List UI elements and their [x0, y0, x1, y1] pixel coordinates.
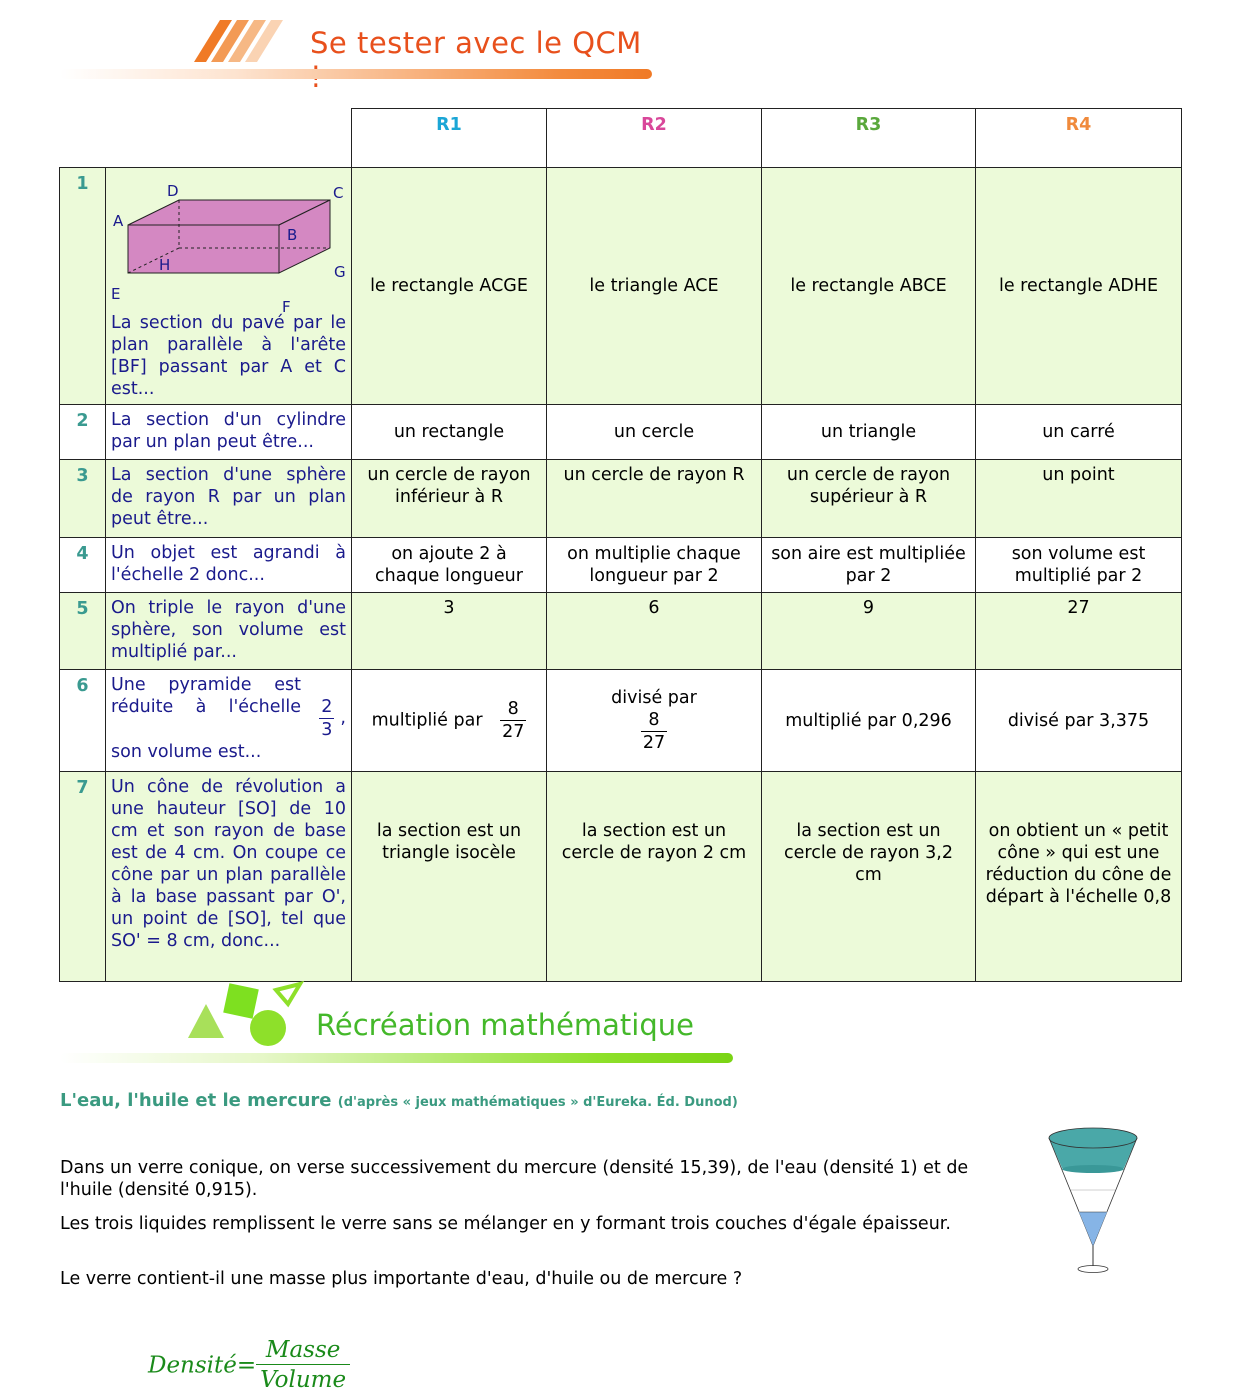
- answer-cell: le rectangle ADHE: [976, 168, 1182, 405]
- vertex-label-f: F: [282, 298, 291, 316]
- answer-fraction: $\frac{8}{27}$: [642, 710, 666, 753]
- answer-cell: la section est un cercle de rayon 3,2 cm: [762, 772, 976, 982]
- question-number: 6: [60, 670, 106, 772]
- header-r4: R4: [976, 109, 1182, 168]
- answer-cell: le triangle ACE: [547, 168, 762, 405]
- scale-fraction: $\frac{2}{3}$: [321, 697, 333, 740]
- qcm-banner: [60, 14, 660, 84]
- question-text-line3: son volume est...: [111, 742, 262, 762]
- banner-title: Se tester avec le QCM: [310, 26, 642, 60]
- question-text: La section d'une sphère de rayon R par un plan peut être...: [106, 460, 352, 538]
- answer-cell: 3: [352, 593, 547, 670]
- qcm-table: [59, 108, 1182, 982]
- comma: ,: [340, 708, 346, 728]
- vertex-label-a: A: [113, 212, 124, 230]
- recreation-title: Récréation mathématique: [316, 1008, 694, 1042]
- section-subtitle: L'eau, l'huile et le mercure (d'après « jeux mathématiques » d'Eureka. Éd. Dunod): [60, 1090, 738, 1111]
- vertex-label-g: G: [334, 263, 346, 281]
- answer-cell: multiplié par 0,296: [762, 670, 976, 772]
- answer-cell: un cercle de rayon R: [547, 460, 762, 538]
- answer-cell: 6: [547, 593, 762, 670]
- question-text: La section d'un cylindre par un plan peut être...: [106, 405, 352, 460]
- cuboid-figure: [106, 172, 346, 316]
- question-text: On triple le rayon d'une sphère, son volume est multiplié par...: [106, 593, 352, 670]
- answer-cell: on ajoute 2 à chaque longueur: [352, 538, 547, 593]
- conical-glass-icon: [1044, 1118, 1144, 1278]
- answer-cell: son aire est multipliée par 2: [762, 538, 976, 593]
- answer-cell: un cercle de rayon supérieur à R: [762, 460, 976, 538]
- table-row: [60, 405, 1182, 460]
- paragraph: Le verre contient-il une masse plus importante d'eau, d'huile ou de mercure ?: [60, 1269, 743, 1289]
- answer-cell: on obtient un « petit cône » qui est une réduction du cône de départ à l'échelle 0,8: [976, 772, 1182, 982]
- formula-fraction: $\frac{\text{Masse}}{\text{Volume}}$: [256, 1336, 350, 1395]
- vertex-label-c: C: [333, 184, 344, 202]
- table-row: [60, 538, 1182, 593]
- answer-cell: la section est un cercle de rayon 2 cm: [547, 772, 762, 982]
- answer-cell: un cercle: [547, 405, 762, 460]
- answer-cell: le rectangle ABCE: [762, 168, 976, 405]
- vertex-label-e: E: [111, 285, 121, 303]
- answer-cell: 27: [976, 593, 1182, 670]
- table-row: [60, 168, 1182, 405]
- answer-cell: un triangle: [762, 405, 976, 460]
- answer-cell: un point: [976, 460, 1182, 538]
- header-r3: R3: [762, 109, 976, 168]
- slashes-icon: [194, 18, 294, 64]
- cuboid-icon: [106, 172, 346, 312]
- answer-cell: divisé par $\frac{8}{27}$: [547, 670, 762, 772]
- paragraph: Dans un verre conique, on verse successivement du mercure (densité 15,39), de l'eau (densité 1) et de l'huile (densité 0,915).: [60, 1158, 969, 1200]
- header-r2: R2: [547, 109, 762, 168]
- header-r1: R1: [352, 109, 547, 168]
- table-row: [60, 593, 1182, 670]
- question-number: 1: [60, 168, 106, 405]
- question-cell: [106, 670, 352, 772]
- question-text: La section du pavé par le plan parallèle à l'arête [BF] passant par A et C est...: [111, 313, 346, 399]
- answer-fraction: $\frac{8}{27}$: [502, 699, 525, 742]
- question-cell: [106, 168, 352, 405]
- header-row: [60, 109, 1182, 168]
- question-number: 5: [60, 593, 106, 670]
- question-number: 2: [60, 405, 106, 460]
- paragraph: Les trois liquides remplissent le verre sans se mélanger en y formant trois couches d'égale épaisseur.: [60, 1214, 951, 1234]
- vertex-label-d: D: [167, 182, 179, 200]
- recreation-underline: [60, 1053, 733, 1063]
- question-number: 7: [60, 772, 106, 982]
- answer-cell: un carré: [976, 405, 1182, 460]
- table-row: [60, 670, 1182, 772]
- question-number: 3: [60, 460, 106, 538]
- answer-cell: un rectangle: [352, 405, 547, 460]
- answer-cell: 9: [762, 593, 976, 670]
- answer-cell: son volume est multiplié par 2: [976, 538, 1182, 593]
- answer-cell: divisé par 3,375: [976, 670, 1182, 772]
- recreation-banner: [60, 980, 740, 1070]
- vertex-label-h: H: [159, 256, 171, 274]
- question-text-line1: [111, 674, 346, 741]
- question-text: Un objet est agrandi à l'échelle 2 donc...: [106, 538, 352, 593]
- answer-cell: multiplié par $\frac{8}{27}$: [352, 670, 547, 772]
- answer-cell: la section est un triangle isocèle: [352, 772, 547, 982]
- vertex-label-b: B: [287, 226, 298, 244]
- question-text: Un cône de révolution a une hauteur [SO] de 10 cm et son rayon de base est de 4 cm. On coupe ce cône par un plan parallèle à la base passant par O', un point de [SO], tel que SO' = 8 cm, donc...: [106, 772, 352, 982]
- banner-underline: [60, 69, 652, 79]
- source-note: (d'après « jeux mathématiques » d'Eureka. Éd. Dunod): [337, 1095, 738, 1110]
- table-row: [60, 772, 1182, 982]
- question-number: 4: [60, 538, 106, 593]
- answer-cell: un cercle de rayon inférieur à R: [352, 460, 547, 538]
- answer-cell: le rectangle ACGE: [352, 168, 547, 405]
- question-text: Une pyramide est réduite à l'échelle: [111, 675, 301, 717]
- answer-cell: on multiplie chaque longueur par 2: [547, 538, 762, 593]
- table-row: [60, 460, 1182, 538]
- density-formula: Densité= $\frac{\text{Masse}}{\text{Volume}}$: [148, 1336, 350, 1395]
